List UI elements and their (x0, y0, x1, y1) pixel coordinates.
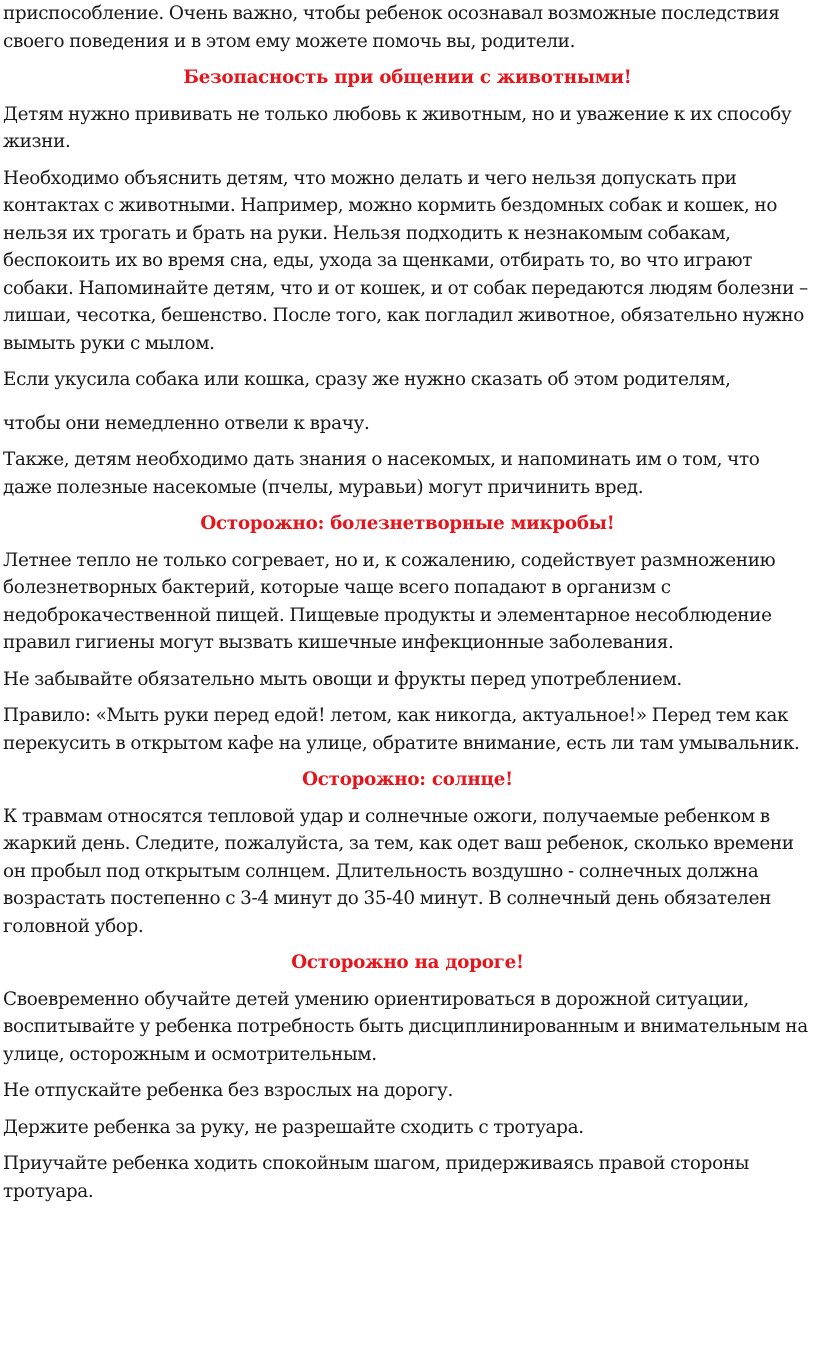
road-paragraph-1: Своевременно обучайте детей умению ориентироваться в дорожной ситуации, воспитывайте у ребенка потребность быть дисциплинированным и внимательным на улице, осторожным и осмотрительным. (3, 988, 808, 1065)
heading-road: Осторожно на дороге! (291, 952, 524, 973)
heading-microbes: Осторожно: болезнетворные микробы! (200, 513, 615, 534)
heading-sun: Осторожно: солнце! (302, 769, 513, 790)
road-paragraph-2: Не отпускайте ребенка без взрослых на дорогу. (3, 1080, 453, 1101)
heading-animals: Безопасность при общении с животными! (183, 67, 632, 88)
animals-paragraph-3b: чтобы они немедленно отвели к врачу. (3, 412, 370, 434)
animals-paragraph-3a: Если укусила собака или кошка, сразу же нужно сказать об этом родителям, (3, 369, 731, 390)
animals-paragraph-2: Необходимо объяснить детям, что можно делать и чего нельзя допускать при контактах с животными. Например, можно кормить бездомных собак и кошек, но нельзя их трогать и брать на руки. Нельзя подходить к незнакомым собакам, беспокоить их во время сна, еды, ухода за щенками, отбирать то, во что играют собаки. Напоминайте детям, что и от кошек, и от собак передаются людям болезни – лишаи, чесотка, бешенство. После того, как погладил животное, обязательно нужно вымыть руки с мылом. (3, 167, 808, 354)
animals-paragraph-1: Детям нужно прививать не только любовь к животным, но и уважение к их способу жизни. (3, 103, 792, 152)
road-paragraph-3: Держите ребенка за руку, не разрешайте сходить с тротуара. (3, 1116, 584, 1138)
animals-paragraph-4: Также, детям необходимо дать знания о насекомых, и напоминать им о том, что даже полезные насекомые (пчелы, муравьи) могут причинить вред. (3, 449, 760, 498)
microbes-paragraph-1: Летнее тепло не только согревает, но и, к сожалению, содействует размножению болезнетворных бактерий, которые чаще всего попадают в организм с недоброкачественной пищей. Пищевые продукты и элементарное несоблюдение правил гигиены могут вызвать кишечные инфекционные заболевания. (3, 549, 776, 653)
road-paragraph-4: Приучайте ребенка ходить спокойным шагом, придерживаясь правой стороны тротуара. (3, 1153, 749, 1202)
sun-paragraph-1: К травмам относятся тепловой удар и солнечные ожоги, получаемые ребенком в жаркий день. Следите, пожалуйста, за тем, как одет ваш ребенок, сколько времени он пробыл под открытым солнцем. Длительность воздушно - солнечных должна возрастать постепенно с 3-4 минут до 35-40 минут. В солнечный день обязателен головной убор. (3, 805, 794, 937)
microbes-paragraph-2: Не забывайте обязательно мыть овощи и фрукты перед употреблением. (3, 668, 682, 690)
microbes-paragraph-3: Правило: «Мыть руки перед едой! летом, как никогда, актуальное!» Перед тем как перекусить в открытом кафе на улице, обратите внимание, есть ли там умывальник. (3, 705, 800, 754)
intro-paragraph: приспособление. Очень важно, чтобы ребенок осознавал возможные последствия своего поведения и в этом ему можете помочь вы, родители. (3, 3, 780, 52)
